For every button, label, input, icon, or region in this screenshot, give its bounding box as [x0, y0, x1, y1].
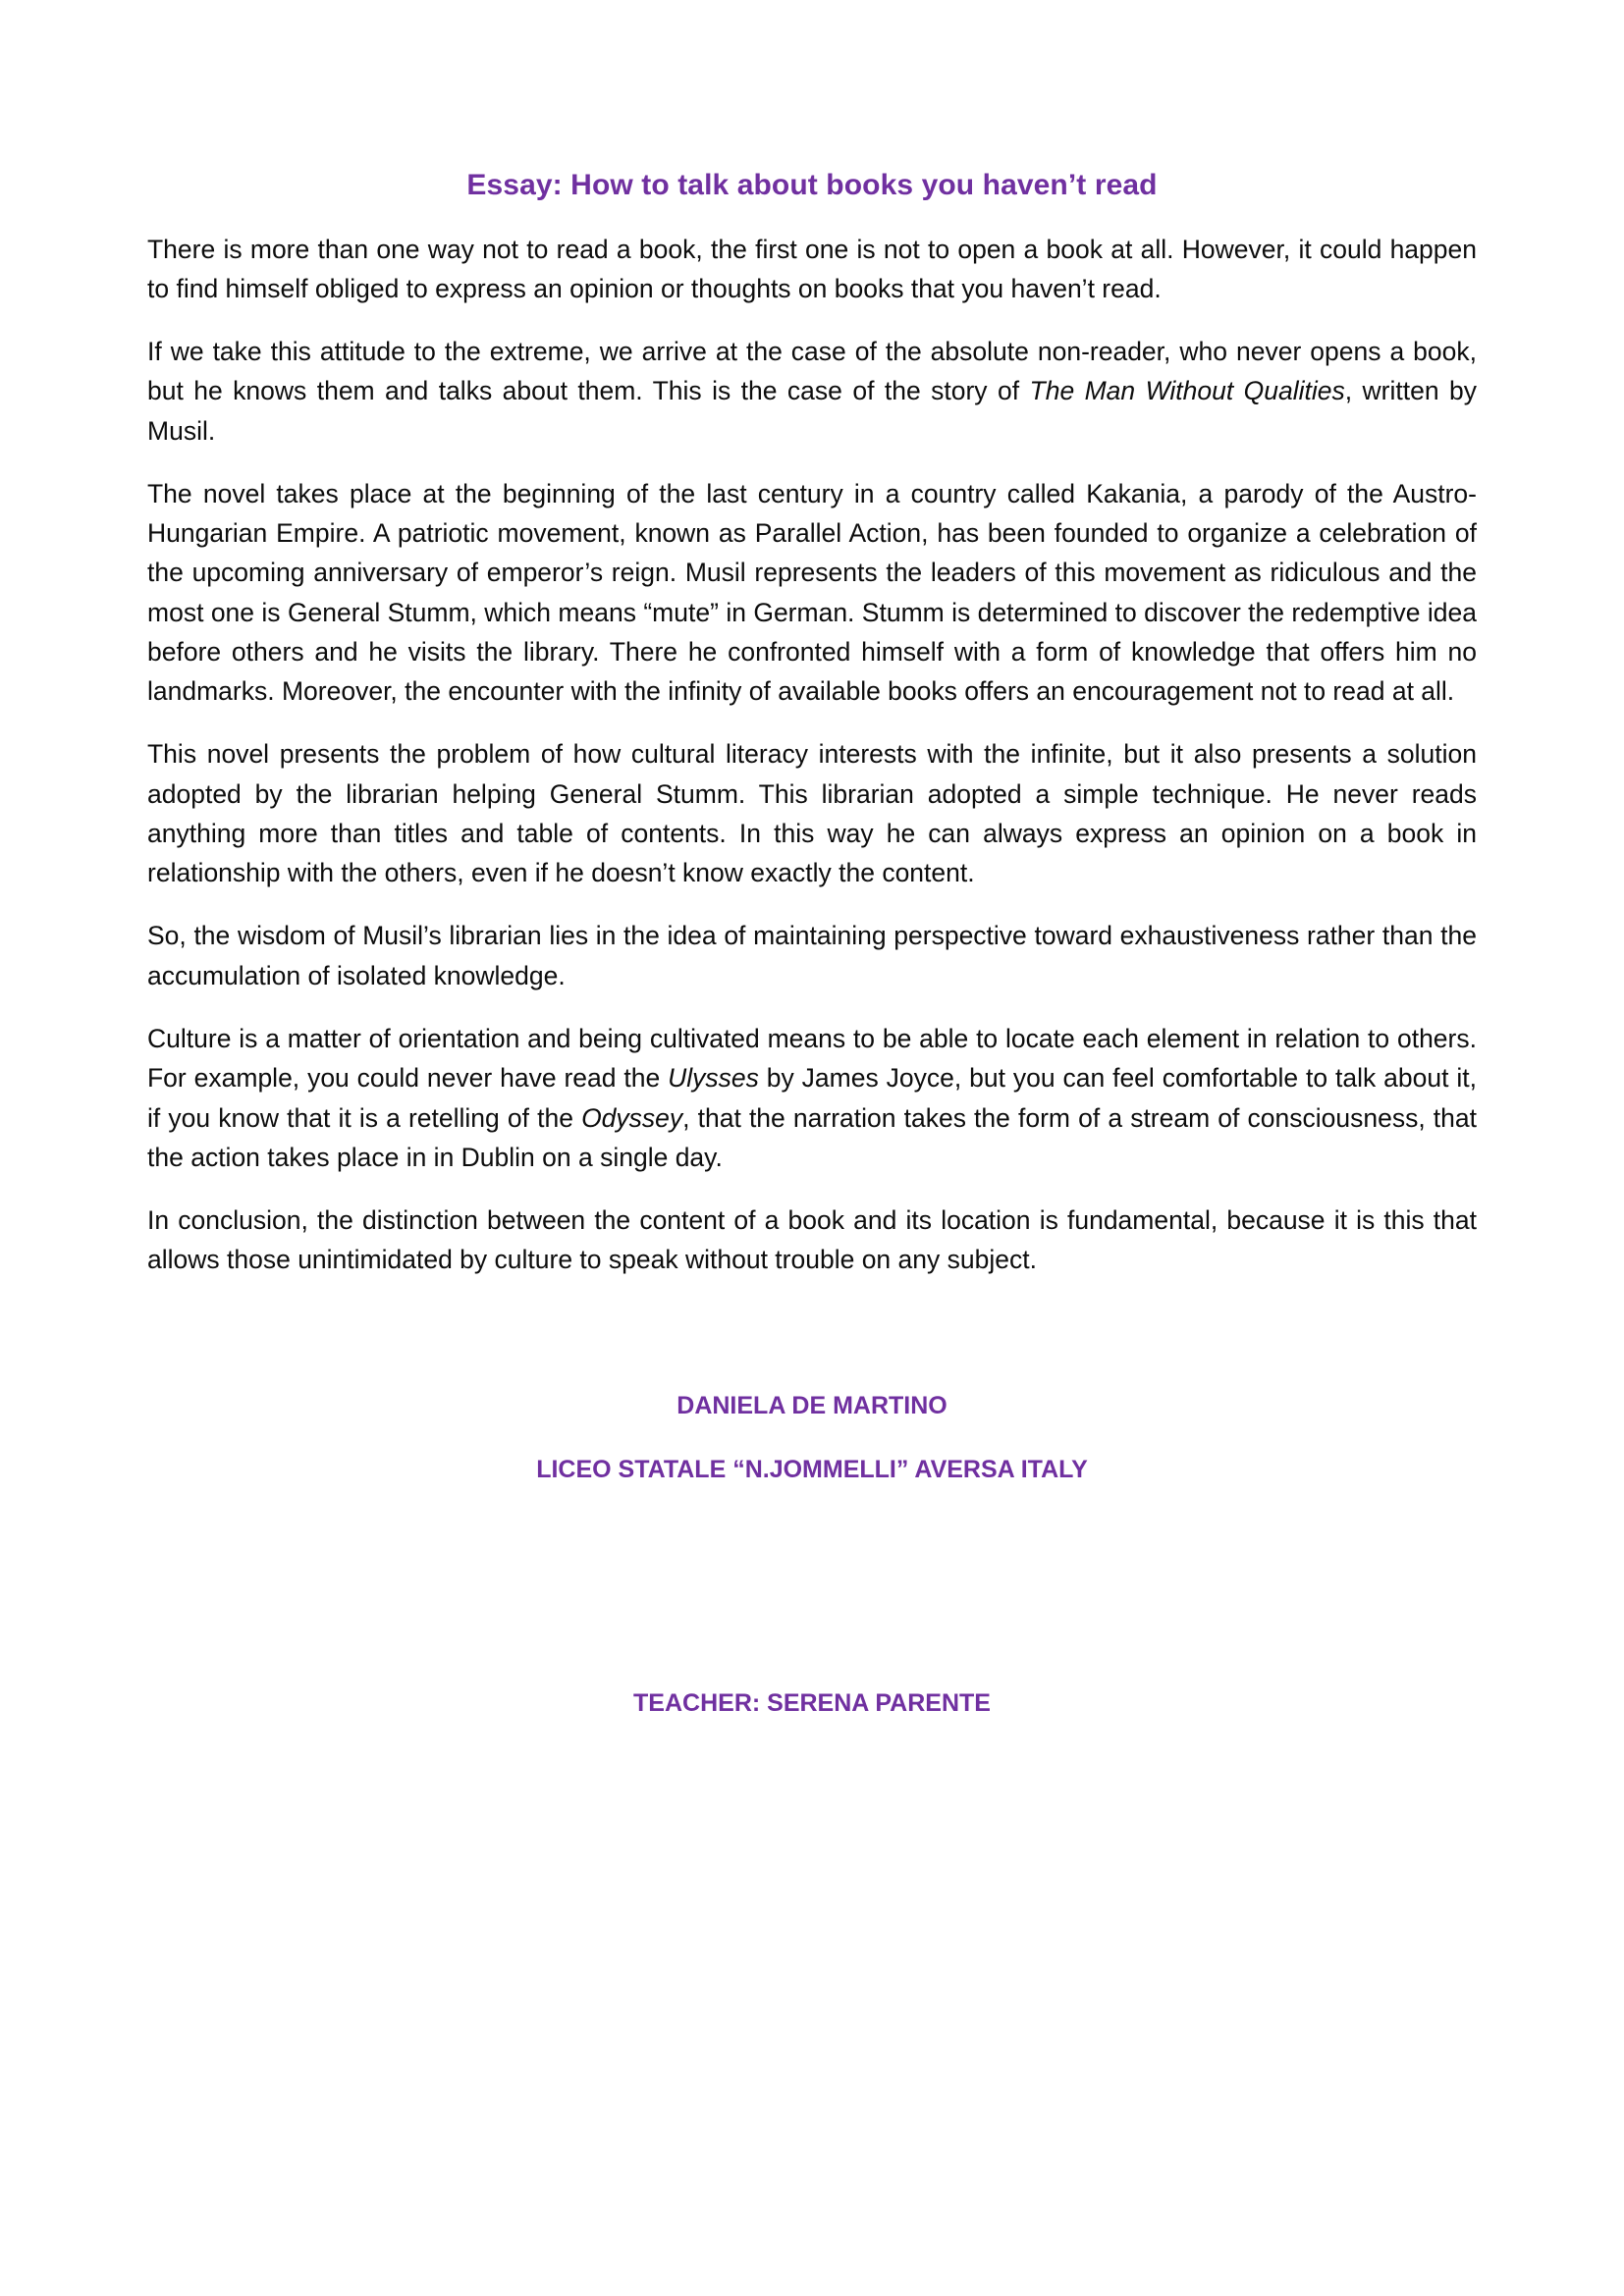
text-run: The novel takes place at the beginning of the last century in a country called Kakania, a parody of the Austro-Hungarian Empire. A patriotic movement, known as Parallel Action, has been founded to organize a celebration of the upcoming anniversary of emperor’s reign. Musil represents the leaders of this movement as ridiculous and the most one is General Stumm, which means “mute” in German. Stumm is determined to discover the redemptive idea before others and he visits the library. There he confronted himself with a form of knowledge that offers him no landmarks. Moreover, the encounter with the infinity of available books offers an encouragement not to read at all.	[147, 478, 1477, 707]
paragraph-2	[147, 332, 1477, 451]
paragraph-1	[147, 230, 1477, 309]
paragraph-7	[147, 1201, 1477, 1280]
title-italic-run: The Man Without Qualities	[1029, 376, 1345, 406]
text-run: , that the narration takes the form of a stream of consciousness, that the action takes place in in Dublin on a single day.	[147, 1102, 1477, 1172]
text-run: This novel presents the problem of how cultural literacy interests with the infinite, but it also presents a solution adopted by the librarian helping General Stumm. This librarian adopted a simple technique. He never reads anything more than titles and table of contents. In this way he can always express an opinion on a book in relationship with the others, even if he doesn’t know exactly the content.	[147, 739, 1477, 888]
page-title: Essay: How to talk about books you haven’t read	[466, 169, 1158, 201]
paragraph-5	[147, 916, 1477, 995]
paragraph-6	[147, 1019, 1477, 1177]
paragraph-4	[147, 734, 1477, 892]
text-run: In conclusion, the distinction between the content of a book and its location is fundamental, because it is this that allows those unintimidated by culture to speak without trouble on any subject.	[147, 1205, 1477, 1275]
school-name: LICEO STATALE “N.JOMMELLI” AVERSA ITALY	[536, 1456, 1088, 1484]
text-run: If we take this attitude to the extreme, we arrive at the case of the absolute non-reader, who never opens a book, but he knows them and talks about them. This is the case of the story of	[147, 337, 1477, 406]
title-italic-run: Odyssey	[581, 1102, 683, 1133]
title-italic-run: Ulysses	[668, 1063, 759, 1094]
signature-block	[147, 1388, 1477, 1723]
author-name: DANIELA DE MARTINO	[677, 1391, 947, 1419]
text-run: by James Joyce, but you can feel comfortable to talk about it, if you know that it is a retelling of the	[147, 1063, 1477, 1133]
paragraph-3	[147, 474, 1477, 712]
text-run: There is more than one way not to read a book, the first one is not to open a book at all. However, it could happen to find himself obliged to express an opinion or thoughts on books that you haven’t read.	[147, 234, 1477, 303]
teacher-name: TEACHER: SERENA PARENTE	[633, 1688, 991, 1717]
text-run: So, the wisdom of Musil’s librarian lies in the idea of maintaining perspective toward exhaustiveness rather than the accumulation of isolated knowledge.	[147, 921, 1477, 990]
essay-body	[147, 230, 1477, 1280]
text-run: , written by Musil.	[147, 376, 1477, 446]
text-run: Culture is a matter of orientation and being cultivated means to be able to locate each element in relation to others. For example, you could never have read the	[147, 1024, 1477, 1094]
